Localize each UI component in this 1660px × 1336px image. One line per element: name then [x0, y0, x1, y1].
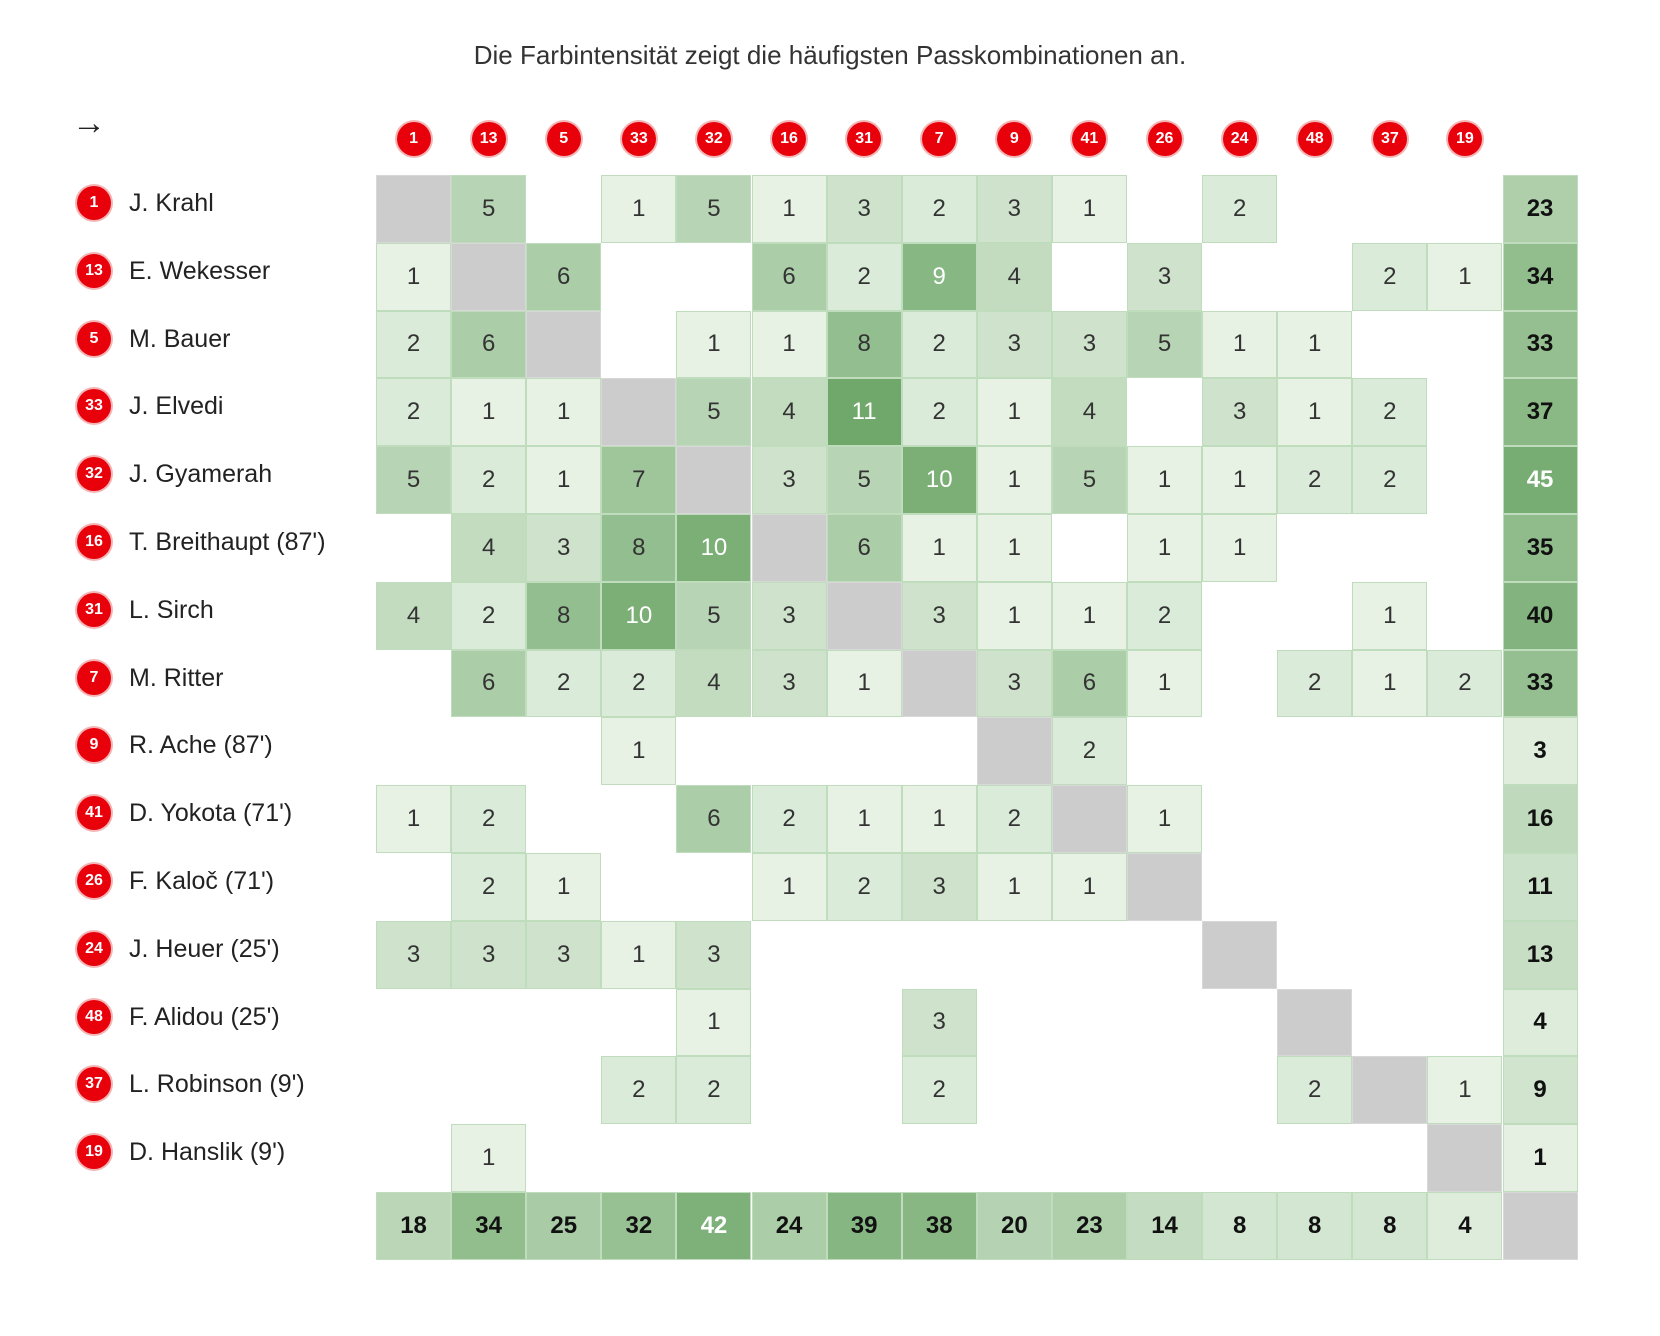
pass-cell: 1 [902, 514, 977, 582]
pass-cell: 2 [1202, 175, 1277, 243]
pass-cell: 1 [902, 785, 977, 853]
pass-cell: 1 [1352, 582, 1427, 650]
pass-cell: 2 [451, 785, 526, 853]
diagonal-cell [1277, 989, 1352, 1057]
pass-cell: 2 [451, 582, 526, 650]
pass-cell: 5 [376, 446, 451, 514]
pass-cell: 3 [752, 582, 827, 650]
pass-cell: 1 [1127, 650, 1202, 718]
pass-cell: 6 [1052, 650, 1127, 718]
pass-cell: 6 [827, 514, 902, 582]
row-player-badge: 1 [77, 186, 111, 220]
pass-cell: 3 [902, 853, 977, 921]
pass-cell: 1 [827, 785, 902, 853]
pass-cell: 3 [977, 311, 1052, 379]
pass-cell: 1 [1427, 243, 1502, 311]
row-total-cell: 37 [1503, 378, 1578, 446]
column-player-badge: 9 [997, 122, 1031, 156]
pass-cell: 4 [1052, 378, 1127, 446]
column-total-cell: 23 [1052, 1192, 1127, 1260]
row-player-name: F. Alidou (25') [129, 1002, 280, 1031]
column-player-badge: 37 [1373, 122, 1407, 156]
row-player-badge: 26 [77, 864, 111, 898]
pass-cell: 3 [1127, 243, 1202, 311]
row-player-badge: 16 [77, 525, 111, 559]
pass-cell: 2 [601, 1056, 676, 1124]
row-player-name: J. Krahl [129, 188, 214, 217]
column-player-badge: 32 [697, 122, 731, 156]
diagonal-cell [977, 717, 1052, 785]
column-total-cell: 18 [376, 1192, 451, 1260]
row-player-badge: 9 [77, 728, 111, 762]
pass-cell: 1 [1202, 311, 1277, 379]
pass-cell: 2 [902, 378, 977, 446]
pass-cell: 1 [1427, 1056, 1502, 1124]
pass-cell: 1 [1277, 378, 1352, 446]
pass-cell: 1 [526, 446, 601, 514]
row-player-name: L. Sirch [129, 595, 214, 624]
pass-cell: 1 [977, 582, 1052, 650]
pass-cell: 3 [752, 446, 827, 514]
pass-cell: 5 [676, 582, 751, 650]
row-total-cell: 33 [1503, 311, 1578, 379]
pass-cell: 2 [1277, 1056, 1352, 1124]
pass-cell: 2 [1352, 243, 1427, 311]
column-total-cell: 34 [451, 1192, 526, 1260]
pass-cell: 1 [1052, 582, 1127, 650]
pass-cell: 9 [902, 243, 977, 311]
pass-cell: 2 [451, 853, 526, 921]
row-player-name: J. Elvedi [129, 392, 224, 421]
row-total-cell: 4 [1503, 989, 1578, 1057]
pass-cell: 8 [827, 311, 902, 379]
pass-cell: 1 [1202, 446, 1277, 514]
column-player-badge: 19 [1448, 122, 1482, 156]
pass-cell: 5 [676, 175, 751, 243]
pass-cell: 2 [1127, 582, 1202, 650]
pass-cell: 3 [752, 650, 827, 718]
pass-cell: 2 [1277, 650, 1352, 718]
pass-cell: 1 [601, 921, 676, 989]
column-player-badge: 16 [772, 122, 806, 156]
pass-cell: 3 [526, 514, 601, 582]
diagonal-cell [1052, 785, 1127, 853]
pass-cell: 2 [451, 446, 526, 514]
diagonal-cell [1202, 921, 1277, 989]
pass-cell: 1 [451, 378, 526, 446]
row-player-badge: 31 [77, 593, 111, 627]
pass-cell: 1 [1052, 853, 1127, 921]
row-total-cell: 23 [1503, 175, 1578, 243]
column-player-badge: 48 [1298, 122, 1332, 156]
pass-cell: 3 [376, 921, 451, 989]
row-total-cell: 35 [1503, 514, 1578, 582]
pass-cell: 4 [752, 378, 827, 446]
pass-cell: 2 [601, 650, 676, 718]
pass-cell: 8 [601, 514, 676, 582]
pass-cell: 2 [1427, 650, 1502, 718]
pass-cell: 1 [526, 853, 601, 921]
row-total-cell: 9 [1503, 1056, 1578, 1124]
pass-cell: 4 [977, 243, 1052, 311]
pass-cell: 1 [1127, 785, 1202, 853]
pass-cell: 11 [827, 378, 902, 446]
pass-cell: 10 [902, 446, 977, 514]
pass-cell: 8 [526, 582, 601, 650]
pass-cell: 2 [1352, 378, 1427, 446]
diagonal-cell [827, 582, 902, 650]
corner-cell [1503, 1192, 1578, 1260]
pass-cell: 3 [977, 650, 1052, 718]
pass-cell: 3 [902, 582, 977, 650]
pass-cell: 2 [827, 853, 902, 921]
pass-cell: 1 [752, 311, 827, 379]
pass-cell: 6 [451, 311, 526, 379]
column-total-cell: 42 [676, 1192, 751, 1260]
pass-cell: 1 [451, 1124, 526, 1192]
pass-cell: 1 [1127, 514, 1202, 582]
pass-cell: 3 [977, 175, 1052, 243]
row-player-name: E. Wekesser [129, 256, 271, 285]
column-player-badge: 24 [1223, 122, 1257, 156]
column-total-cell: 39 [827, 1192, 902, 1260]
pass-cell: 1 [526, 378, 601, 446]
row-player-name: D. Hanslik (9') [129, 1138, 286, 1167]
diagonal-cell [601, 378, 676, 446]
pass-cell: 10 [676, 514, 751, 582]
pass-cell: 3 [1052, 311, 1127, 379]
pass-cell: 1 [601, 175, 676, 243]
pass-cell: 2 [902, 175, 977, 243]
row-player-name: F. Kaloč (71') [129, 866, 275, 895]
pass-cell: 1 [977, 378, 1052, 446]
chart-subtitle: Die Farbintensität zeigt die häufigsten Passkombinationen an. [473, 40, 1187, 70]
pass-cell: 1 [1202, 514, 1277, 582]
pass-cell: 1 [1352, 650, 1427, 718]
pass-cell: 3 [902, 989, 977, 1057]
pass-cell: 2 [1352, 446, 1427, 514]
row-total-cell: 45 [1503, 446, 1578, 514]
row-player-badge: 41 [77, 796, 111, 830]
column-player-badge: 33 [622, 122, 656, 156]
row-player-badge: 48 [77, 1000, 111, 1034]
row-total-cell: 13 [1503, 921, 1578, 989]
diagonal-cell [902, 650, 977, 718]
pass-cell: 1 [1277, 311, 1352, 379]
pass-cell: 5 [451, 175, 526, 243]
column-total-cell: 8 [1202, 1192, 1277, 1260]
pass-cell: 1 [1052, 175, 1127, 243]
row-total-cell: 34 [1503, 243, 1578, 311]
column-total-cell: 8 [1277, 1192, 1352, 1260]
column-player-badge: 41 [1072, 122, 1106, 156]
column-total-cell: 24 [752, 1192, 827, 1260]
column-total-cell: 25 [526, 1192, 601, 1260]
row-player-badge: 13 [77, 254, 111, 288]
pass-cell: 1 [752, 175, 827, 243]
pass-cell: 6 [526, 243, 601, 311]
row-total-cell: 1 [1503, 1124, 1578, 1192]
diagonal-cell [526, 311, 601, 379]
column-total-cell: 8 [1352, 1192, 1427, 1260]
pass-cell: 1 [601, 717, 676, 785]
pass-cell: 1 [977, 514, 1052, 582]
pass-cell: 2 [376, 378, 451, 446]
pass-cell: 5 [676, 378, 751, 446]
pass-cell: 2 [827, 243, 902, 311]
column-player-badge: 1 [397, 122, 431, 156]
pass-cell: 3 [526, 921, 601, 989]
row-player-name: J. Heuer (25') [129, 934, 280, 963]
row-total-cell: 3 [1503, 717, 1578, 785]
column-total-cell: 14 [1127, 1192, 1202, 1260]
pass-cell: 1 [376, 785, 451, 853]
pass-cell: 2 [902, 311, 977, 379]
row-player-badge: 5 [77, 322, 111, 356]
diagonal-cell [1127, 853, 1202, 921]
column-player-badge: 26 [1148, 122, 1182, 156]
pass-cell: 1 [1127, 446, 1202, 514]
row-player-badge: 37 [77, 1067, 111, 1101]
pass-cell: 5 [827, 446, 902, 514]
row-player-badge: 7 [77, 661, 111, 695]
diagonal-cell [676, 446, 751, 514]
pass-cell: 4 [676, 650, 751, 718]
column-player-badge: 31 [847, 122, 881, 156]
column-player-badge: 7 [922, 122, 956, 156]
row-player-name: M. Ritter [129, 663, 224, 692]
pass-cell: 2 [1277, 446, 1352, 514]
row-player-badge: 32 [77, 457, 111, 491]
pass-cell: 2 [676, 1056, 751, 1124]
diagonal-cell [451, 243, 526, 311]
row-total-cell: 11 [1503, 853, 1578, 921]
column-total-cell: 4 [1427, 1192, 1502, 1260]
row-player-name: T. Breithaupt (87') [129, 527, 326, 556]
pass-cell: 1 [676, 311, 751, 379]
row-player-badge: 19 [77, 1135, 111, 1169]
pass-cell: 7 [601, 446, 676, 514]
pass-cell: 1 [752, 853, 827, 921]
pass-cell: 3 [451, 921, 526, 989]
diagonal-cell [1427, 1124, 1502, 1192]
row-total-cell: 16 [1503, 785, 1578, 853]
row-player-name: D. Yokota (71') [129, 799, 293, 828]
pass-cell: 2 [977, 785, 1052, 853]
pass-cell: 4 [376, 582, 451, 650]
pass-cell: 1 [977, 853, 1052, 921]
row-player-name: R. Ache (87') [129, 731, 273, 760]
diagonal-cell [752, 514, 827, 582]
pass-cell: 3 [1202, 378, 1277, 446]
column-total-cell: 20 [977, 1192, 1052, 1260]
row-player-badge: 24 [77, 932, 111, 966]
pass-cell: 2 [752, 785, 827, 853]
diagonal-cell [376, 175, 451, 243]
column-player-badge: 5 [547, 122, 581, 156]
pass-cell: 1 [827, 650, 902, 718]
diagonal-cell [1352, 1056, 1427, 1124]
pass-cell: 2 [376, 311, 451, 379]
row-player-name: J. Gyamerah [129, 460, 273, 489]
pass-cell: 1 [376, 243, 451, 311]
pass-cell: 10 [601, 582, 676, 650]
pass-cell: 1 [977, 446, 1052, 514]
pass-cell: 2 [1052, 717, 1127, 785]
row-total-cell: 40 [1503, 582, 1578, 650]
pass-cell: 5 [1127, 311, 1202, 379]
column-total-cell: 32 [601, 1192, 676, 1260]
row-total-cell: 33 [1503, 650, 1578, 718]
pass-cell: 1 [676, 989, 751, 1057]
pass-cell: 6 [451, 650, 526, 718]
pass-cell: 5 [1052, 446, 1127, 514]
pass-cell: 2 [902, 1056, 977, 1124]
pass-cell: 3 [676, 921, 751, 989]
row-player-name: L. Robinson (9') [129, 1070, 305, 1099]
column-total-cell: 38 [902, 1192, 977, 1260]
pass-cell: 4 [451, 514, 526, 582]
direction-arrow-icon: → [72, 104, 106, 142]
pass-cell: 3 [827, 175, 902, 243]
pass-cell: 6 [676, 785, 751, 853]
row-player-name: M. Bauer [129, 324, 231, 353]
pass-cell: 6 [752, 243, 827, 311]
row-player-badge: 33 [77, 389, 111, 423]
pass-cell: 2 [526, 650, 601, 718]
column-player-badge: 13 [472, 122, 506, 156]
